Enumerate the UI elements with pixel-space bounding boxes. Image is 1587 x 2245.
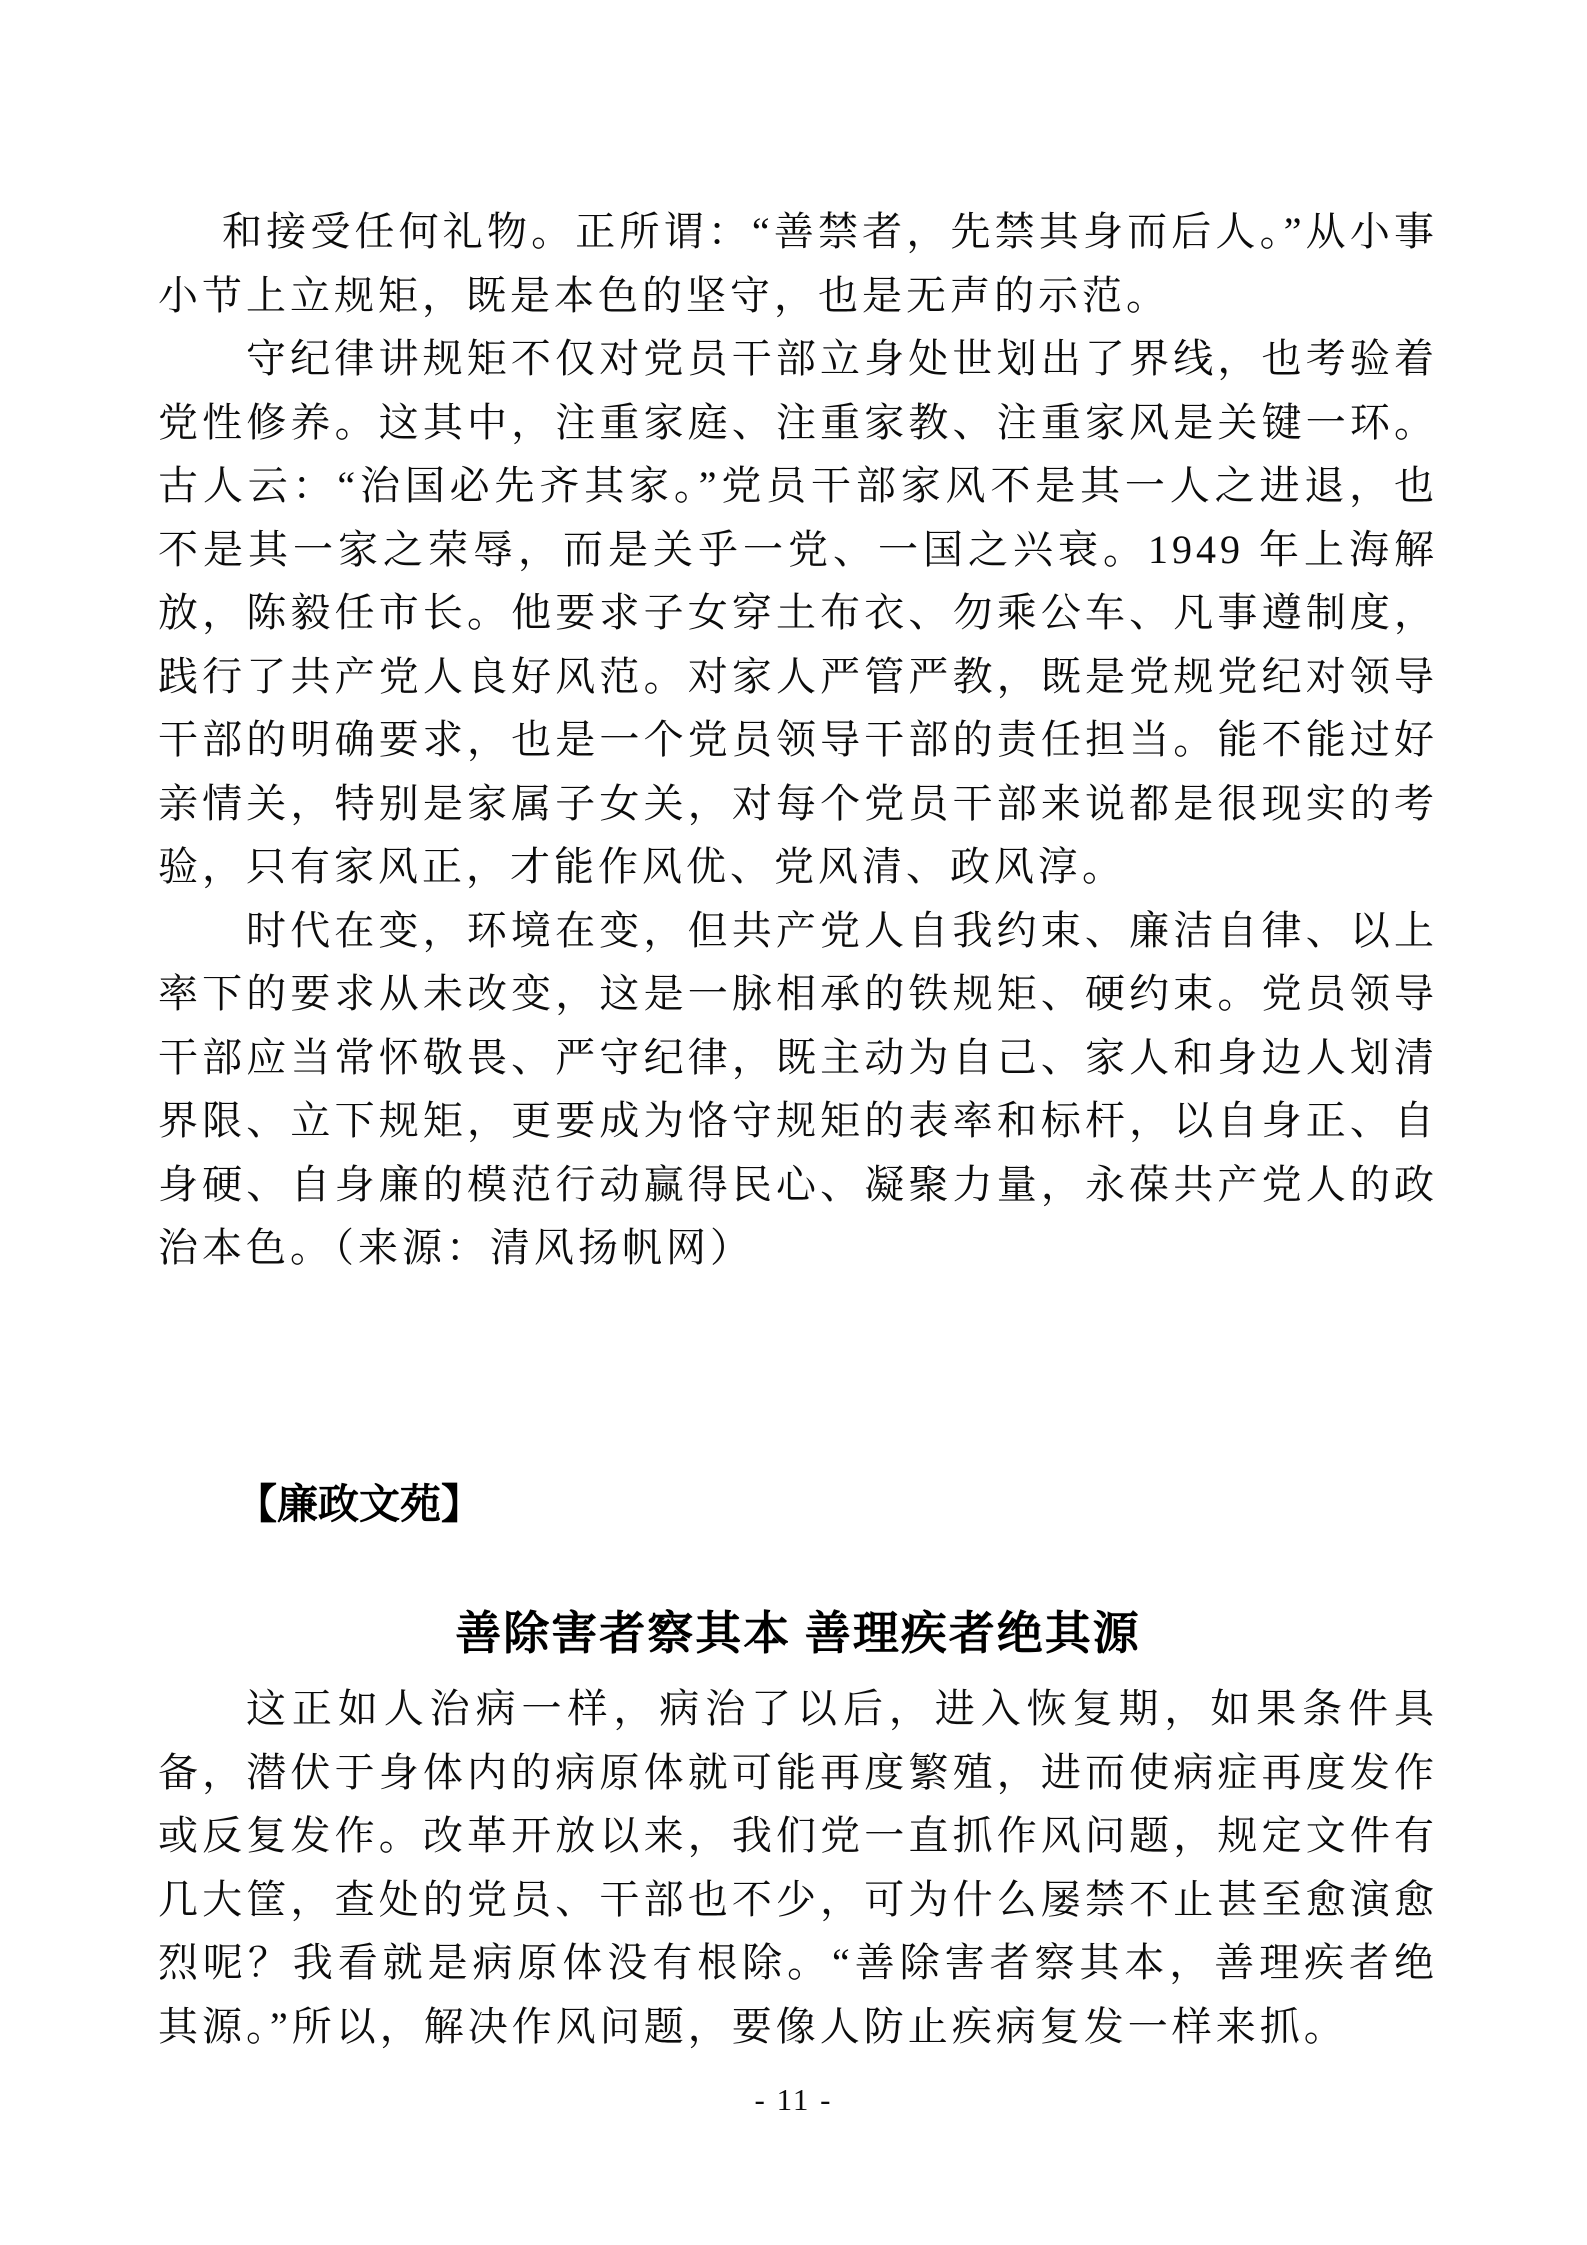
section-header: 【廉政文苑】 [236, 1481, 482, 1527]
body-paragraph: 守纪律讲规矩不仅对党员干部立身处世划出了界线，也考验着党性修养。这其中，注重家庭、注重家教、注重家风是关键一环。古人云：“治国必先齐其家。”党员干部家风不是其一人之进退，也不是其一家之荣辱，而是关乎一党、一国之兴衰。1949 年上海解放，陈毅任市长。他要求子女穿土布衣、勿乘公车、凡事遵制度，践行了共产党人良好风范。对家人严管严教，既是党规党纪对领导干部的明确要求，也是一个党员领导干部的责任担当。能不能过好亲情关，特别是家属子女关，对每个党员干部来说都是很现实的考验，只有家风正，才能作风优、党风清、政风淳。 [158, 336, 1438, 889]
body-paragraph: 和接受任何礼物。正所谓：“善禁者，先禁其身而后人。”从小事小节上立规矩，既是本色的坚守，也是无声的示范。 [158, 209, 1438, 318]
main-text-block [158, 200, 1438, 1280]
page-number: - 11 - [754, 2082, 833, 2117]
article-title: 善除害者察其本 善理疾者绝其源 [455, 1608, 1141, 1659]
article-text-block [158, 1677, 1438, 2058]
body-paragraph: 时代在变，环境在变，但共产党人自我约束、廉洁自律、以上率下的要求从未改变，这是一脉相承的铁规矩、硬约束。党员领导干部应当常怀敬畏、严守纪律，既主动为自己、家人和身边人划清界限、立下规矩，更要成为恪守规矩的表率和标杆，以自身正、自身硬、自身廉的模范行动赢得民心、凝聚力量，永葆共产党人的政治本色。（来源：清风扬帆网） [158, 907, 1438, 1270]
article-paragraph: 这正如人治病一样，病治了以后，进入恢复期，如果条件具备，潜伏于身体内的病原体就可能再度繁殖，进而使病症再度发作或反复发作。改革开放以来，我们党一直抓作风问题，规定文件有几大筐，查处的党员、干部也不少，可为什么屡禁不止甚至愈演愈烈呢？我看就是病原体没有根除。“善除害者察其本，善理疾者绝其源。”所以，解决作风问题，要像人防止疾病复发一样来抓。 [158, 1686, 1438, 2049]
